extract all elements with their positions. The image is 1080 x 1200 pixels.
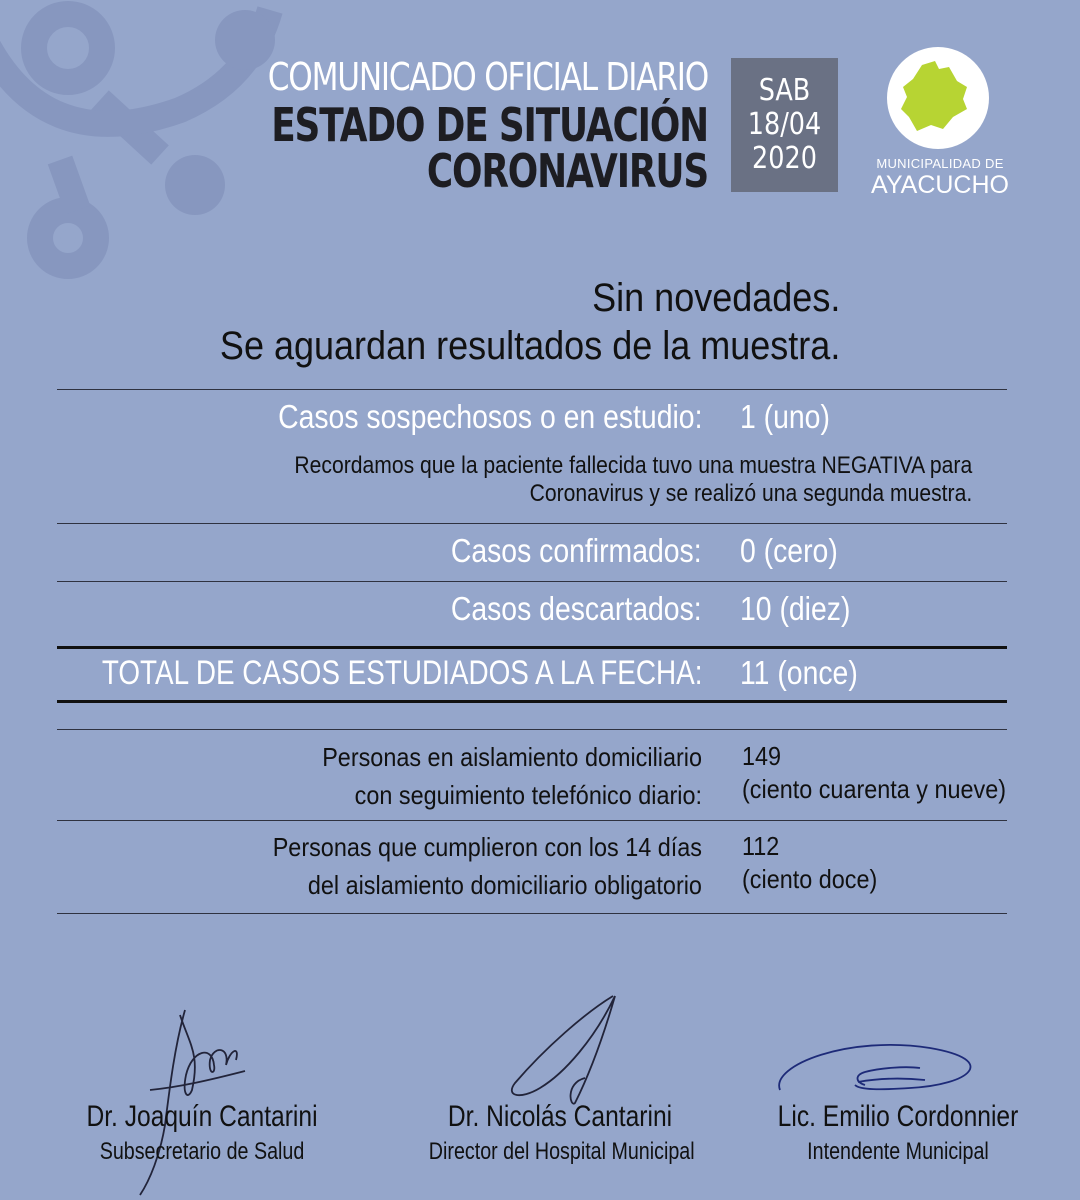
signatory-3-role: Intendente Municipal [807,1138,989,1165]
divider-thick [57,700,1007,703]
header-line-3: CORONAVIRUS [426,144,708,198]
signatory-1-role: Subsecretario de Salud [99,1138,305,1165]
municipality-logo [887,47,989,149]
completed-isolation-label-line-2: del aislamiento domiciliario obligatorio [307,870,702,900]
completed-isolation-value [742,830,892,896]
signatory-2 [400,1100,720,1166]
suspected-note [202,452,972,508]
date-box [731,58,838,192]
divider [57,913,1007,914]
header-title [148,55,708,198]
divider [57,581,1007,582]
date-daymonth: 18/04 [747,107,822,142]
divider [57,820,1007,821]
home-isolation-label-line-2: con seguimiento telefónico diario: [354,780,702,810]
suspected-cases-label: Casos sospechosos o en estudio: [277,398,702,435]
home-isolation-value [742,740,1035,806]
completed-isolation-value-number: 112 [742,831,780,861]
completed-isolation-value-words: (ciento doce) [742,864,878,894]
suspected-note-line-2: Coronavirus y se realizó una segunda muestra. [529,480,972,507]
confirmed-cases-value: 0 (cero) [740,532,838,569]
date-day: SAB [758,73,811,108]
discarded-cases-label: Casos descartados: [451,590,702,627]
signature-3-icon [770,1030,985,1105]
headline-line-2: Se aguardan resultados de la muestra. [219,324,840,368]
headline-line-1: Sin novedades. [591,276,840,320]
header-line-1: COMUNICADO OFICIAL DIARIO [267,55,708,99]
logo-text-ayacucho: AYACUCHO [871,171,1009,199]
divider [57,523,1007,524]
home-isolation-value-words: (ciento cuarenta y nueve) [742,774,1007,804]
divider-thick [57,646,1007,649]
suspected-cases-value: 1 (uno) [740,398,830,435]
total-cases-value: 11 (once) [740,654,858,691]
signatory-1 [52,1100,352,1166]
headline [151,274,840,370]
completed-isolation-label [225,828,702,904]
home-isolation-label-line-1: Personas en aislamiento domiciliario [322,742,702,772]
signatory-2-role: Director del Hospital Municipal [428,1138,695,1165]
discarded-cases-value: 10 (diez) [740,590,851,627]
signatory-2-name: Dr. Nicolás Cantarini [447,1100,673,1133]
total-cases-label: TOTAL DE CASOS ESTUDIADOS A LA FECHA: [101,654,702,692]
suspected-note-line-1: Recordamos que la paciente fallecida tuvo una muestra NEGATIVA para [294,452,972,479]
logo-text-municipalidad: MUNICIPALIDAD DE [876,156,1004,171]
signature-2-icon [495,988,625,1118]
divider [57,389,1007,390]
confirmed-cases-label: Casos confirmados: [451,532,702,569]
divider [57,729,1007,730]
signatory-1-name: Dr. Joaquín Cantarini [86,1100,318,1133]
signatory-3-name: Lic. Emilio Cordonnier [777,1100,1019,1133]
map-shape-icon [887,47,989,149]
signatory-3 [748,1100,1048,1166]
date-year: 2020 [752,141,817,176]
completed-isolation-label-line-1: Personas que cumplieron con los 14 días [272,832,702,862]
home-isolation-label [280,738,702,814]
header-line-2: ESTADO DE SITUACIÓN [271,98,708,152]
home-isolation-value-number: 149 [742,741,782,771]
